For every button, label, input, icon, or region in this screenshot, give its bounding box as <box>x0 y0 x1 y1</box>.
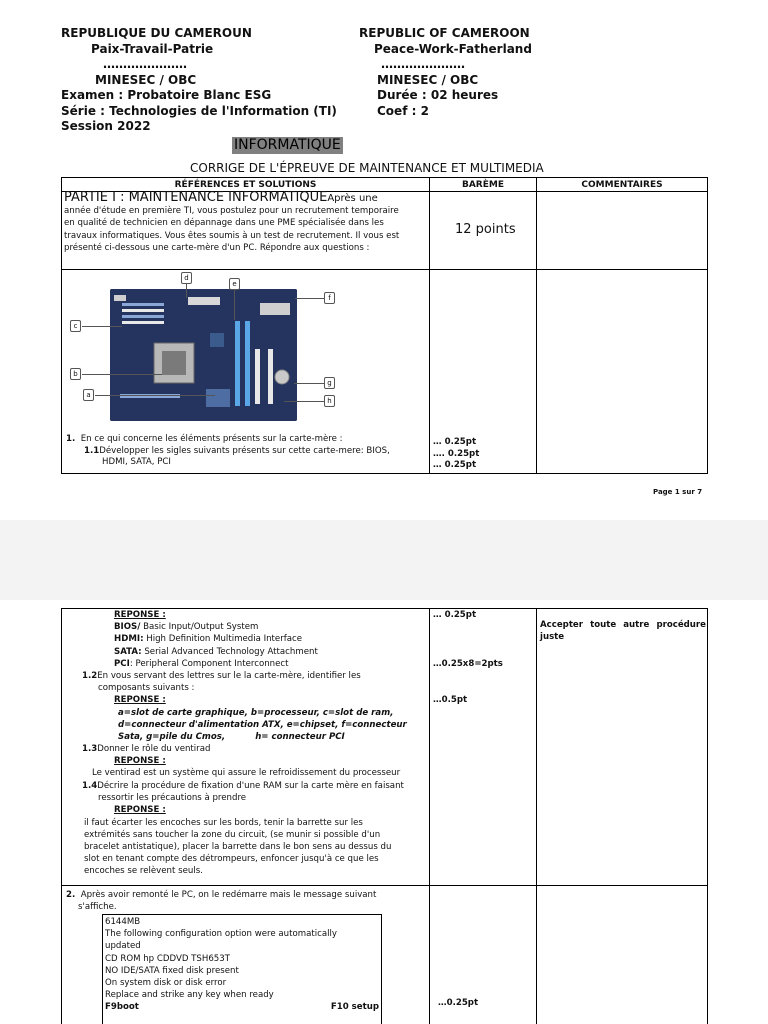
mark-value: …. 0.25pt <box>433 448 480 459</box>
col-header-references: RÉFÉRENCES ET SOLUTIONS <box>174 180 317 190</box>
answer-table-page2 <box>61 608 708 1024</box>
header-right-line: MINESEC / OBC <box>377 72 479 87</box>
document-title: CORRIGE DE L'ÉPREUVE DE MAINTENANCE ET MULTIMEDIA <box>190 161 544 175</box>
question-text: Décrire la procédure de fixation d'une RAM sur la carte mère en faisant <box>97 781 404 791</box>
header-left <box>61 26 361 135</box>
question-1-3 <box>82 743 424 780</box>
question-1-1-text-cont: HDMI, SATA, PCI <box>102 457 171 467</box>
answer-text: extrémités sans toucher la zone du circuit, (se munir si possible d'un <box>84 829 381 840</box>
question-text: s'affiche. <box>78 902 117 913</box>
header-right-line: ………………… <box>381 57 465 71</box>
header-left-line: MINESEC / OBC <box>95 72 197 87</box>
answer-1-1 <box>114 609 424 670</box>
question-1-1-text: Développer les sigles suivants présents sur cette carte-mere: BIOS, <box>99 445 390 456</box>
screen-line: The following configuration option were automatically <box>105 929 337 940</box>
answer-table-page1 <box>61 177 708 474</box>
header-left-line: ………………… <box>103 57 187 71</box>
figure-label-g: g <box>324 377 335 389</box>
mark-value: … 0.25pt <box>433 460 477 470</box>
question-text: composants suivants : <box>98 683 195 694</box>
definition: High Definition Multimedia Interface <box>143 634 303 645</box>
answer-text: h= connecteur PCI <box>255 732 345 743</box>
header-right-line: Durée : 02 heures <box>377 88 499 102</box>
comment: Accepter toute autre procédure juste <box>540 620 706 643</box>
answer-text: il faut écarter les encoches sur les bords, tenir la barrette sur les <box>84 817 363 828</box>
figure-label-b: b <box>70 368 81 380</box>
mark-value: …0.25pt <box>438 998 479 1008</box>
reponse-label: REPONSE : <box>114 756 166 767</box>
header-right-line: REPUBLIC OF CAMEROON <box>359 26 530 40</box>
question-1-4 <box>82 780 424 878</box>
screen-line: Replace and strike any key when ready <box>105 990 274 1001</box>
definition: : Peripheral Component Interconnect <box>129 658 289 669</box>
screen-f10: F10 setup <box>330 1002 379 1013</box>
term: HDMI: <box>114 634 144 645</box>
part1-points: 12 points <box>455 222 516 237</box>
screen-line: updated <box>105 941 141 952</box>
answer-text: slot en tenant compte des détrompeurs, enfoncer jusqu'à ce que les <box>84 854 379 865</box>
mark-value: …0.25x8=2pts <box>433 659 503 669</box>
question-number: 1. <box>66 434 76 444</box>
subject-title: INFORMATIQUE <box>234 137 341 153</box>
page-number: Page 1 sur 7 <box>653 488 703 496</box>
col-header-bareme: BARÈME <box>461 180 504 190</box>
question-text: Après avoir remonté le PC, on le redémarre mais le message suivant <box>80 890 377 900</box>
question-1-text: En ce qui concerne les éléments présents sur la carte-mère : <box>80 434 343 444</box>
header-right-line: Peace-Work-Fatherland <box>374 41 532 56</box>
screen-line: 6144MB <box>105 917 141 927</box>
mark-value: … 0.25pt <box>433 610 477 620</box>
part1-title: PARTIE I : MAINTENANCE INFORMATIQUE <box>64 190 328 205</box>
question-2 <box>66 889 424 913</box>
question-text: ressortir les précautions à prendre <box>98 793 247 804</box>
question-text: Donner le rôle du ventirad <box>97 744 211 754</box>
question-number: 1.3 <box>82 744 98 754</box>
term: PCI <box>114 658 130 669</box>
definition: Basic Input/Output System <box>140 622 259 633</box>
term: SATA: <box>114 646 142 657</box>
definition: Serial Advanced Technology Attachment <box>141 646 318 657</box>
mark-value: … 0.25pt <box>433 437 477 447</box>
header-left-line: REPUBLIQUE DU CAMEROUN <box>61 26 252 40</box>
answer-text: encoches se relèvent seuls. <box>84 866 203 877</box>
part1-intro-line: année d'étude en première TI, vous postulez pour un recrutement temporaire <box>64 206 399 217</box>
question-number: 1.4 <box>82 781 98 791</box>
answer-text: bracelet antistatique), placer la barrette dans le bon sens au dessus du <box>84 842 392 853</box>
answer-text: Sata, g=pile du Cmos, <box>118 732 226 743</box>
motherboard-photo <box>110 289 297 421</box>
answer-text: a=slot de carte graphique, b=processeur, c=slot de ram, <box>118 707 394 718</box>
question-number: 1.2 <box>82 671 98 681</box>
figure-label-h: h <box>324 395 335 407</box>
reponse-label: REPONSE : <box>114 610 166 620</box>
question-1 <box>66 434 426 469</box>
marks-list <box>433 437 479 472</box>
figure-label-a: a <box>83 389 94 401</box>
page-2 <box>0 600 768 1024</box>
boot-error-screen <box>102 914 382 1024</box>
header-left-line: Paix-Travail-Patrie <box>91 41 214 56</box>
reponse-label: REPONSE : <box>114 805 166 816</box>
figure-label-e: e <box>229 278 240 290</box>
screen-line: On system disk or disk error <box>105 978 227 989</box>
figure-label-c: c <box>70 320 81 332</box>
col-header-comments: COMMENTAIRES <box>581 180 663 190</box>
motherboard-illustration <box>110 289 297 421</box>
figure-label-f: f <box>324 292 335 304</box>
answer-text: Le ventirad est un système qui assure le refroidissement du processeur <box>92 768 401 779</box>
part1-intro-line: en qualité de technicien en dépannage dans une PME spécialisée dans les <box>64 218 384 229</box>
question-number: 1.1 <box>84 445 100 456</box>
screen-line: CD ROM hp CDDVD TSH653T <box>105 953 230 964</box>
part1-intro-line: travaux informatiques. Vous êtes soumis à un test de recrutement. Il vous est <box>64 230 400 241</box>
header-right-line: Coef : 2 <box>377 103 429 118</box>
header-left-line: Session 2022 <box>61 119 151 133</box>
header-right <box>359 26 659 119</box>
screen-line: NO IDE/SATA fixed disk present <box>105 965 239 976</box>
part1-intro-line: Après une <box>327 193 378 204</box>
page-gap <box>0 520 768 600</box>
question-1-2 <box>82 670 424 743</box>
header-left-line: Examen : Probatoire Blanc ESG <box>61 88 272 102</box>
screen-f9: F9boot <box>105 1002 139 1013</box>
part1-intro-line: présenté ci-dessous une carte-mère d'un PC. Répondre aux questions : <box>64 242 370 253</box>
term: BIOS/ <box>114 622 141 633</box>
question-text: En vous servant des lettres sur le la carte-mère, identifier les <box>97 671 361 681</box>
answer-text: d=connecteur d'alimentation ATX, e=chipset, f=connecteur <box>118 719 407 730</box>
mark-value: …0.5pt <box>433 695 468 705</box>
reponse-label: REPONSE : <box>114 695 166 706</box>
header-left-line: Série : Technologies de l'Information (TI) <box>61 103 337 118</box>
figure-label-d: d <box>181 272 192 284</box>
question-number: 2. <box>66 890 76 900</box>
part1-intro <box>64 192 428 254</box>
